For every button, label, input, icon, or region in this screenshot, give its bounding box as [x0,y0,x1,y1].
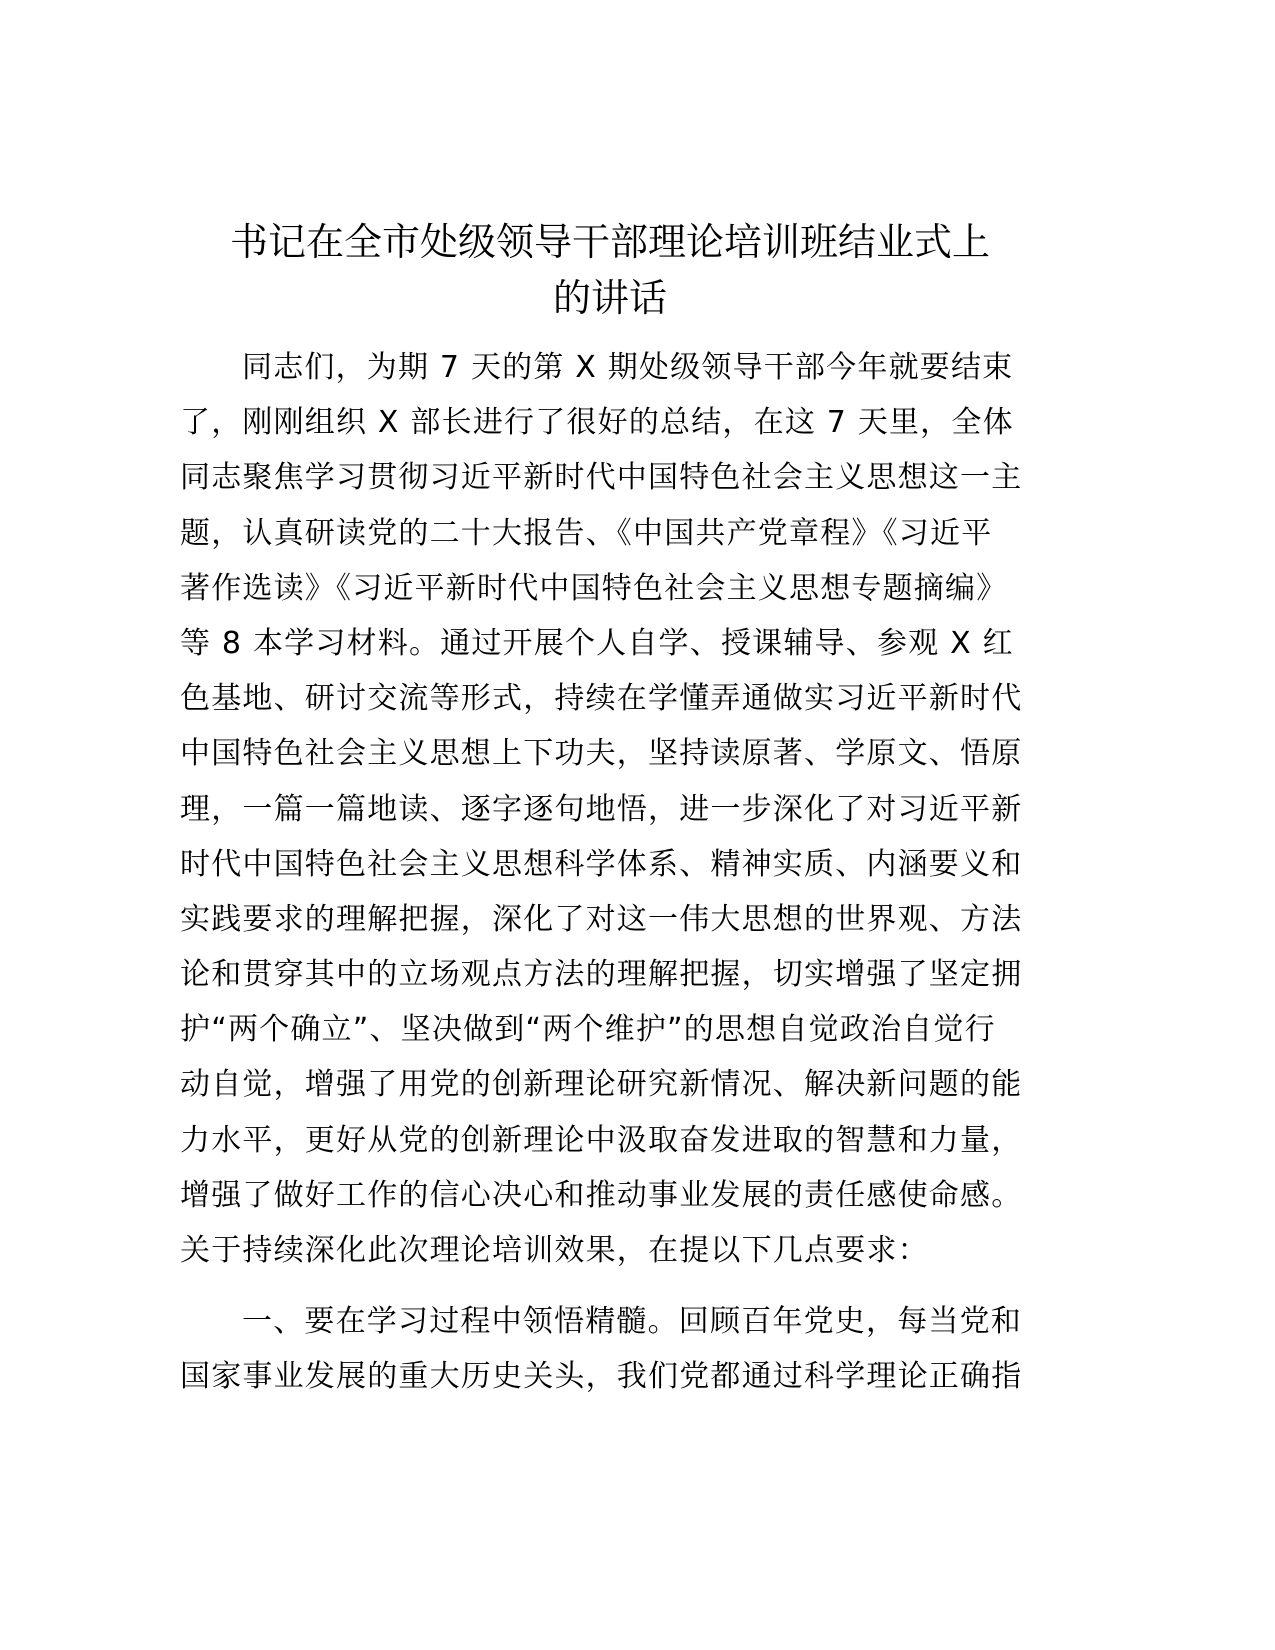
text-line: 论和贯穿其中的立场观点方法的理解把握，切实增强了坚定拥 [180,957,1023,993]
paragraph-opening [180,340,1040,1278]
text-line: 著作选读》《习近平新时代中国特色社会主义思想专题摘编》 [180,570,1008,606]
text-line: 动自觉，增强了用党的创新理论研究新情况、解决新问题的能 [180,1067,1023,1103]
text-line: 一、要在学习过程中领悟精髓。回顾百年党史，每当党和 [242,1304,1022,1340]
text-line: 关于持续深化此次理论培训效果，在提以下几点要求： [180,1233,929,1268]
text-line: 色基地、研讨交流等形式，持续在学懂弄通做实习近平新时代 [180,681,1023,717]
text-line: 实践要求的理解把握，深化了对这一伟大思想的世界观、方法 [180,901,1023,937]
text-line: 理，一篇一篇地读、逐字逐句地悟，进一步深化了对习近平新 [180,791,1023,827]
text-line: 题，认真研读党的二十大报告、《中国共产党章程》《习近平 [180,515,993,551]
text-line: 护“两个确立”、坚决做到“两个维护”的思想自觉政治自觉行 [180,1012,996,1048]
paragraph-spacer [180,1278,1040,1294]
text-line: 同志们，为期 7 天的第 X 期处级领导干部今年就要结束 [242,350,1014,385]
text-line: 等 8 本学习材料。通过开展个人自学、授课辅导、参观 X 红 [180,625,1014,661]
text-line: 了，刚刚组织 X 部长进行了很好的总结，在这 7 天里，全体 [180,405,1014,441]
text-line: 国家事业发展的重大历史关头，我们党都通过科学理论正确指 [180,1359,1023,1395]
text-line: 中国特色社会主义思想上下功夫，坚持读原著、学原文、悟原 [180,736,1023,772]
paragraph-section-one [180,1294,1040,1404]
text-line: 力水平，更好从党的创新理论中汲取奋发进取的智慧和力量， [180,1122,1023,1158]
title-line: 书记在全市处级领导干部理论培训班结业式上 [229,220,990,264]
document-title [170,214,1050,326]
document-body [180,340,1040,1405]
text-line: 时代中国特色社会主义思想科学体系、精神实质、内涵要义和 [180,846,1023,882]
title-line: 的讲话 [552,276,667,320]
text-line: 同志聚焦学习贯彻习近平新时代中国特色社会主义思想这一主 [180,460,1023,496]
text-line: 增强了做好工作的信心决心和推动事业发展的责任感使命感。 [180,1177,1023,1213]
